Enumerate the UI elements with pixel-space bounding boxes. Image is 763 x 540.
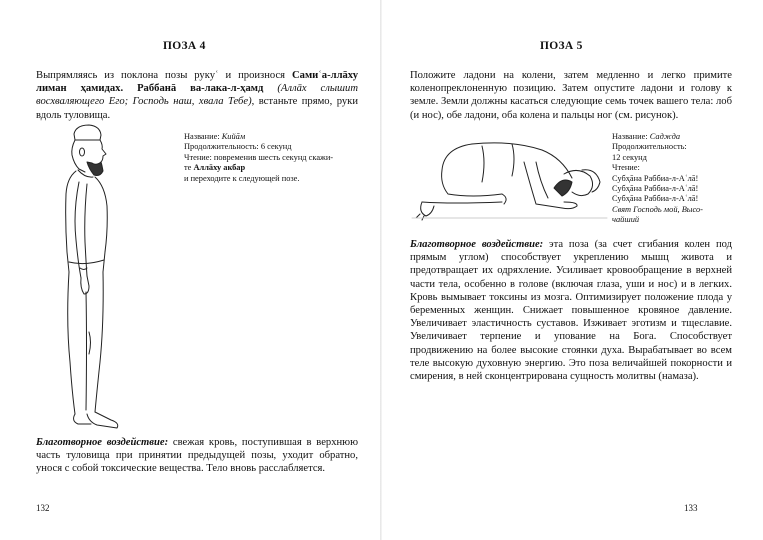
cap-outline: [74, 125, 101, 140]
hand: [562, 202, 577, 209]
beard: [554, 180, 572, 196]
prostrating-man-illustration: [412, 132, 612, 222]
pose-caption: [612, 132, 703, 226]
standing-man-illustration: [45, 122, 165, 432]
caption-translation-line2: чайший: [612, 215, 640, 225]
beard: [87, 162, 103, 176]
caption-name-value: Саджда: [649, 132, 681, 141]
shin-outline: [422, 202, 502, 203]
shirt-fold: [482, 146, 484, 182]
knee: [502, 194, 506, 204]
caption-translation-line1: Свят Господь мой, Высо-: [612, 204, 703, 214]
page-number: 132: [36, 503, 50, 513]
shirt-fold-2: [512, 144, 514, 176]
left-page: [0, 0, 381, 540]
caption-name-label: Название:: [612, 132, 648, 141]
caption-phrase-3: Субҳāна Раббиа-л-Аʿлā!: [612, 194, 699, 204]
benefit-text: свежая кровь, поступившая в верхнюю часть туловища при принятии предыдущей позы, уходит обратно, унося с собой токсические вещества. Тело вновь расслабляется.: [36, 437, 358, 475]
face-profile: [100, 140, 106, 162]
intro-text-4: , встаньте прямо, руки вдоль туловища.: [36, 96, 358, 121]
caption-name-row: [612, 132, 703, 142]
caption-reading-line2: [184, 163, 333, 173]
arabic-phrase: Самиʿа-ллāху лиман ҳамидах. Раббанā ва-лака-л-ҳамд: [36, 70, 358, 95]
arm-inner: [85, 184, 87, 276]
right-page: [382, 0, 763, 540]
benefit-text: эта поза (за счет сгибания колен под прямым углом) способствует укреплению мышц живота и предотвращает их одряхление. Усиливает кровообращение в верхней части тела, особенно в голове (включая глаза, уши и нос) и в легких. Кровь вымывает токсины из мозга. Оптимизирует положение плода у беременных женщин. Снижает повышенное кровяное давление. Увеличивает эластичность суставов. Изживает эготизм и тщеславие. Увеличивает терпение и упование на Бога. Способствует продвижению на более высокие стоянки духа. Вырабатывает во всем теле высокую духовную энергию. Это поза величайшей покорности и смирения, в ней сконцентрирована сущность молитвы (намаза).: [410, 239, 732, 383]
intro-paragraph: Положите ладони на колени, затем медленно и легко примите коленопреклоненную позицию. Затем опустите ладони и голову к земле. Земли должны касаться следующие семь точек вашего тела: лоб (и нос), обе ладони, оба колена и пальцы ног (см. рисунок).: [410, 70, 732, 121]
intro-text-1: Выпрямляясь из поклона позы руку: [36, 70, 216, 81]
caption-reading-phrase: Аллāху акбар: [193, 163, 246, 173]
toes: [416, 214, 424, 220]
caption-phrase-1: Субҳāна Раббиа-л-Аʿлā!: [612, 173, 699, 183]
rear-leg: [68, 272, 75, 414]
intro-paragraph: [36, 69, 358, 122]
back-outline: [442, 143, 572, 178]
foot: [421, 202, 434, 216]
caption-reading-line3: и переходите к следующей позе.: [184, 173, 300, 183]
intro-text-2: и произнося: [218, 70, 292, 81]
caption-duration: Продолжительность: 6 секунд: [184, 142, 292, 152]
back-outline: [66, 171, 76, 272]
benefit-label: Благотворное воздействие:: [36, 437, 169, 448]
phrase-translation: (Аллāх слышит восхваляющего Его; Господь наш, хвала Тебе): [36, 83, 358, 108]
caption-phrase-2: Субҳāна Раббиа-л-Аʿлā!: [612, 184, 699, 194]
page-title: ПОЗА 5: [540, 40, 583, 52]
front-outline: [95, 177, 107, 272]
ear: [80, 148, 85, 156]
intro-mark: ʿ: [215, 70, 219, 81]
front-leg: [95, 272, 103, 412]
caption-duration-line2: 12 секунд: [612, 152, 647, 162]
benefit-paragraph: [36, 436, 358, 476]
foot-front: [87, 412, 118, 428]
benefit-label: Благотворное воздействие:: [410, 239, 544, 250]
foot-rear: [74, 414, 91, 424]
caption-reading-label: Чтение:: [612, 163, 640, 173]
page-title: ПОЗА 4: [163, 40, 206, 52]
caption-reading-line1: Чтение: повременив шесть секунд скажи-: [184, 152, 334, 162]
benefit-paragraph: [410, 238, 732, 383]
intro-text-3: [263, 83, 277, 94]
caption-duration-line1: Продолжительность:: [612, 142, 687, 152]
leg-division: [86, 292, 87, 410]
caption-name-value: Кийāм: [221, 132, 246, 141]
caption-name-row: [184, 132, 333, 142]
trouser-fold: [89, 332, 91, 354]
thigh-outline: [442, 170, 502, 196]
hand: [81, 276, 89, 294]
caption-reading-prefix: те: [184, 163, 192, 173]
pose-caption: [184, 132, 333, 184]
arm-inner: [536, 162, 548, 198]
cap-outline: [582, 170, 600, 192]
sleeve-cuff: [80, 268, 87, 270]
caption-name-label: Название:: [184, 132, 220, 141]
page-number: 133: [684, 503, 698, 513]
